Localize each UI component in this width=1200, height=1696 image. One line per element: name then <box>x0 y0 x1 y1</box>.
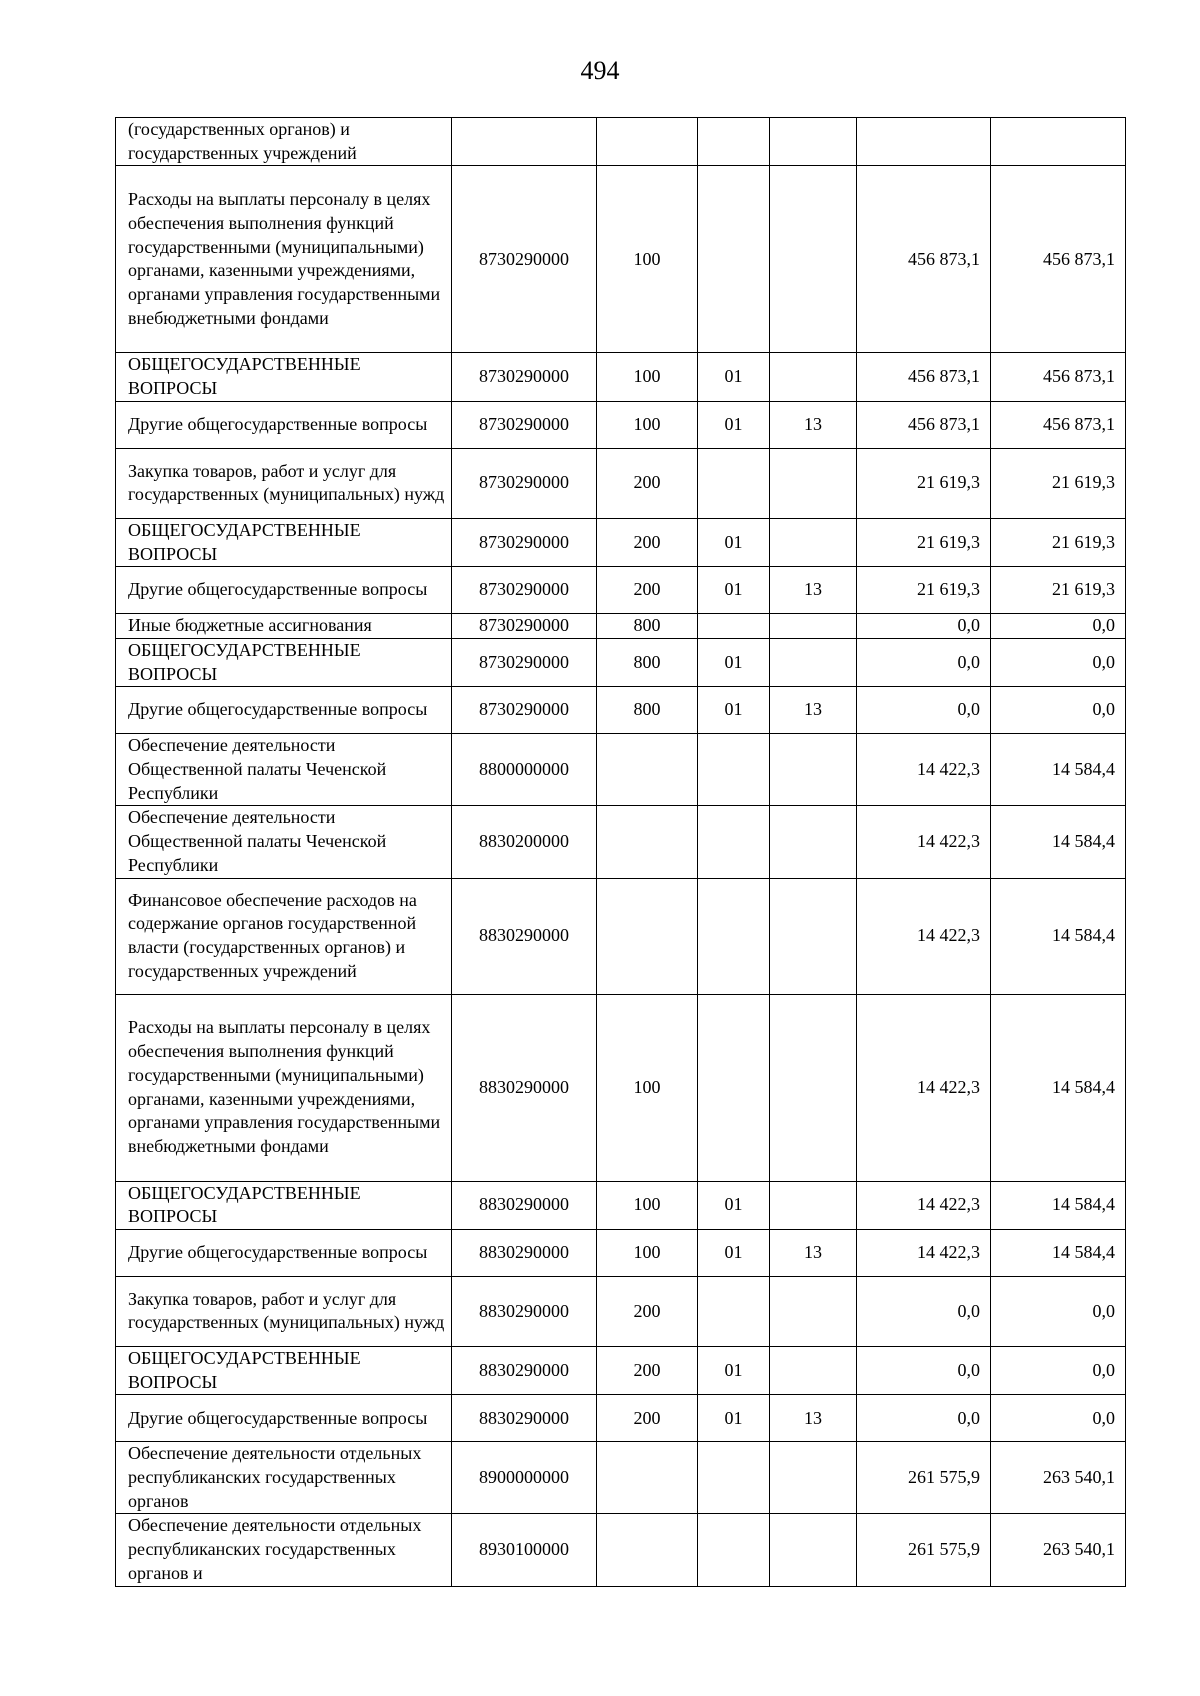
table-row <box>116 448 1126 518</box>
cell-target-article: 8830290000 <box>452 1346 597 1394</box>
cell-target-article: 8830200000 <box>452 806 597 878</box>
cell-amount-1: 21 619,3 <box>857 448 991 518</box>
cell-amount-2: 14 584,4 <box>991 806 1126 878</box>
table-row <box>116 878 1126 994</box>
cell-amount-1: 261 575,9 <box>857 1514 991 1586</box>
cell-target-article: 8830290000 <box>452 1181 597 1229</box>
cell-subsection <box>770 1514 857 1586</box>
cell-subsection <box>770 994 857 1181</box>
cell-name: Закупка товаров, работ и услуг для государственных (муниципальных) нужд <box>116 1276 452 1346</box>
cell-subsection: 13 <box>770 401 857 448</box>
cell-target-article: 8900000000 <box>452 1442 597 1514</box>
cell-subsection: 13 <box>770 1229 857 1276</box>
cell-subsection <box>770 734 857 806</box>
cell-amount-2: 14 584,4 <box>991 1229 1126 1276</box>
cell-name: Обеспечение деятельности отдельных республиканских государственных органов и <box>116 1514 452 1586</box>
cell-amount-1: 21 619,3 <box>857 518 991 566</box>
cell-expense-type: 800 <box>597 687 698 734</box>
cell-amount-2: 21 619,3 <box>991 567 1126 614</box>
cell-name: Обеспечение деятельности Общественной палаты Чеченской Республики <box>116 734 452 806</box>
cell-section: 01 <box>698 567 770 614</box>
cell-subsection <box>770 614 857 639</box>
cell-section: 01 <box>698 353 770 401</box>
cell-target-article: 8830290000 <box>452 1276 597 1346</box>
table-row <box>116 1395 1126 1442</box>
cell-section: 01 <box>698 1229 770 1276</box>
cell-amount-1: 0,0 <box>857 687 991 734</box>
cell-section <box>698 1514 770 1586</box>
cell-amount-1: 456 873,1 <box>857 353 991 401</box>
cell-target-article: 8730290000 <box>452 638 597 686</box>
cell-amount-1: 0,0 <box>857 1346 991 1394</box>
table-row <box>116 638 1126 686</box>
cell-target-article: 8830290000 <box>452 994 597 1181</box>
cell-name: Финансовое обеспечение расходов на содержание органов государственной власти (государственных органов) и государственных учреждений <box>116 878 452 994</box>
cell-amount-2: 263 540,1 <box>991 1514 1126 1586</box>
cell-target-article: 8830290000 <box>452 878 597 994</box>
cell-section <box>698 1276 770 1346</box>
cell-name: ОБЩЕГОСУДАРСТВЕННЫЕ ВОПРОСЫ <box>116 518 452 566</box>
table-row <box>116 614 1126 639</box>
cell-section: 01 <box>698 638 770 686</box>
cell-expense-type: 200 <box>597 448 698 518</box>
cell-amount-1: 0,0 <box>857 1395 991 1442</box>
cell-amount-2: 14 584,4 <box>991 994 1126 1181</box>
table-row <box>116 353 1126 401</box>
cell-expense-type <box>597 1442 698 1514</box>
cell-amount-1: 14 422,3 <box>857 1181 991 1229</box>
cell-amount-2: 0,0 <box>991 638 1126 686</box>
cell-target-article: 8800000000 <box>452 734 597 806</box>
cell-target-article: 8730290000 <box>452 353 597 401</box>
cell-expense-type: 200 <box>597 1395 698 1442</box>
cell-subsection: 13 <box>770 567 857 614</box>
cell-target-article: 8830290000 <box>452 1229 597 1276</box>
cell-target-article: 8830290000 <box>452 1395 597 1442</box>
table-row <box>116 1181 1126 1229</box>
cell-expense-type: 100 <box>597 994 698 1181</box>
cell-name: ОБЩЕГОСУДАРСТВЕННЫЕ ВОПРОСЫ <box>116 638 452 686</box>
cell-expense-type <box>597 118 698 166</box>
cell-section: 01 <box>698 1395 770 1442</box>
cell-amount-1: 261 575,9 <box>857 1442 991 1514</box>
cell-amount-2: 0,0 <box>991 1276 1126 1346</box>
cell-amount-2: 21 619,3 <box>991 518 1126 566</box>
cell-amount-2: 456 873,1 <box>991 401 1126 448</box>
cell-section <box>698 878 770 994</box>
cell-amount-2 <box>991 118 1126 166</box>
cell-target-article: 8930100000 <box>452 1514 597 1586</box>
cell-expense-type: 200 <box>597 518 698 566</box>
cell-subsection <box>770 1442 857 1514</box>
cell-name: Обеспечение деятельности Общественной палаты Чеченской Республики <box>116 806 452 878</box>
cell-amount-1 <box>857 118 991 166</box>
cell-expense-type <box>597 1514 698 1586</box>
cell-name: Обеспечение деятельности отдельных республиканских государственных органов <box>116 1442 452 1514</box>
table-row <box>116 1276 1126 1346</box>
cell-amount-1: 14 422,3 <box>857 878 991 994</box>
cell-amount-1: 14 422,3 <box>857 806 991 878</box>
cell-subsection: 13 <box>770 1395 857 1442</box>
cell-section <box>698 118 770 166</box>
cell-expense-type <box>597 806 698 878</box>
cell-target-article: 8730290000 <box>452 518 597 566</box>
cell-amount-2: 0,0 <box>991 1346 1126 1394</box>
cell-name: Иные бюджетные ассигнования <box>116 614 452 639</box>
cell-name: Другие общегосударственные вопросы <box>116 401 452 448</box>
cell-subsection <box>770 1181 857 1229</box>
cell-section <box>698 806 770 878</box>
cell-expense-type: 100 <box>597 166 698 353</box>
cell-section <box>698 448 770 518</box>
cell-name: Другие общегосударственные вопросы <box>116 567 452 614</box>
cell-amount-1: 456 873,1 <box>857 401 991 448</box>
cell-expense-type <box>597 878 698 994</box>
cell-amount-1: 14 422,3 <box>857 1229 991 1276</box>
cell-target-article: 8730290000 <box>452 448 597 518</box>
cell-amount-2: 14 584,4 <box>991 878 1126 994</box>
table-row <box>116 518 1126 566</box>
cell-name: Закупка товаров, работ и услуг для государственных (муниципальных) нужд <box>116 448 452 518</box>
cell-subsection <box>770 166 857 353</box>
table-row <box>116 687 1126 734</box>
cell-section <box>698 166 770 353</box>
cell-section: 01 <box>698 1346 770 1394</box>
cell-expense-type: 200 <box>597 567 698 614</box>
cell-expense-type: 800 <box>597 614 698 639</box>
cell-amount-2: 456 873,1 <box>991 166 1126 353</box>
cell-expense-type: 100 <box>597 1181 698 1229</box>
cell-amount-2: 456 873,1 <box>991 353 1126 401</box>
cell-expense-type: 200 <box>597 1346 698 1394</box>
cell-name: ОБЩЕГОСУДАРСТВЕННЫЕ ВОПРОСЫ <box>116 1181 452 1229</box>
cell-expense-type: 200 <box>597 1276 698 1346</box>
table-row <box>116 734 1126 806</box>
cell-name: Расходы на выплаты персоналу в целях обеспечения выполнения функций государственными (муниципальными) органами, казенными учреждениями, органами управления государственными внебюджетными фондами <box>116 166 452 353</box>
cell-target-article: 8730290000 <box>452 166 597 353</box>
cell-amount-2: 0,0 <box>991 614 1126 639</box>
cell-expense-type: 800 <box>597 638 698 686</box>
cell-amount-2: 0,0 <box>991 1395 1126 1442</box>
table-row <box>116 1514 1126 1586</box>
cell-expense-type: 100 <box>597 353 698 401</box>
cell-section: 01 <box>698 1181 770 1229</box>
cell-expense-type: 100 <box>597 401 698 448</box>
table-row <box>116 806 1126 878</box>
cell-name: Другие общегосударственные вопросы <box>116 1395 452 1442</box>
table-row <box>116 567 1126 614</box>
cell-target-article: 8730290000 <box>452 401 597 448</box>
cell-subsection <box>770 118 857 166</box>
cell-target-article: 8730290000 <box>452 687 597 734</box>
cell-expense-type: 100 <box>597 1229 698 1276</box>
cell-name: (государственных органов) и государственных учреждений <box>116 118 452 166</box>
cell-section: 01 <box>698 687 770 734</box>
table-row <box>116 1442 1126 1514</box>
cell-section <box>698 734 770 806</box>
cell-subsection <box>770 878 857 994</box>
cell-expense-type <box>597 734 698 806</box>
table-row <box>116 166 1126 353</box>
cell-amount-2: 14 584,4 <box>991 1181 1126 1229</box>
table-row <box>116 118 1126 166</box>
cell-subsection: 13 <box>770 687 857 734</box>
cell-subsection <box>770 638 857 686</box>
cell-amount-2: 14 584,4 <box>991 734 1126 806</box>
budget-table <box>115 117 1126 1587</box>
table-row <box>116 401 1126 448</box>
cell-amount-1: 0,0 <box>857 638 991 686</box>
cell-amount-1: 14 422,3 <box>857 994 991 1181</box>
cell-amount-1: 14 422,3 <box>857 734 991 806</box>
cell-amount-1: 456 873,1 <box>857 166 991 353</box>
cell-name: Другие общегосударственные вопросы <box>116 687 452 734</box>
cell-target-article: 8730290000 <box>452 567 597 614</box>
table-row <box>116 994 1126 1181</box>
cell-section: 01 <box>698 518 770 566</box>
table-row <box>116 1229 1126 1276</box>
cell-amount-2: 263 540,1 <box>991 1442 1126 1514</box>
cell-subsection <box>770 1346 857 1394</box>
cell-name: ОБЩЕГОСУДАРСТВЕННЫЕ ВОПРОСЫ <box>116 353 452 401</box>
cell-section <box>698 994 770 1181</box>
cell-amount-2: 0,0 <box>991 687 1126 734</box>
cell-amount-1: 0,0 <box>857 614 991 639</box>
cell-subsection <box>770 353 857 401</box>
cell-target-article: 8730290000 <box>452 614 597 639</box>
cell-amount-1: 0,0 <box>857 1276 991 1346</box>
cell-name: Расходы на выплаты персоналу в целях обеспечения выполнения функций государственными (муниципальными) органами, казенными учреждениями, органами управления государственными внебюджетными фондами <box>116 994 452 1181</box>
cell-amount-1: 21 619,3 <box>857 567 991 614</box>
cell-section: 01 <box>698 401 770 448</box>
cell-subsection <box>770 1276 857 1346</box>
cell-section <box>698 614 770 639</box>
cell-amount-2: 21 619,3 <box>991 448 1126 518</box>
cell-name: Другие общегосударственные вопросы <box>116 1229 452 1276</box>
cell-subsection <box>770 448 857 518</box>
cell-section <box>698 1442 770 1514</box>
cell-subsection <box>770 806 857 878</box>
cell-name: ОБЩЕГОСУДАРСТВЕННЫЕ ВОПРОСЫ <box>116 1346 452 1394</box>
table-row <box>116 1346 1126 1394</box>
cell-subsection <box>770 518 857 566</box>
table-body <box>116 118 1126 1587</box>
page-number: 494 <box>580 56 620 85</box>
cell-target-article <box>452 118 597 166</box>
